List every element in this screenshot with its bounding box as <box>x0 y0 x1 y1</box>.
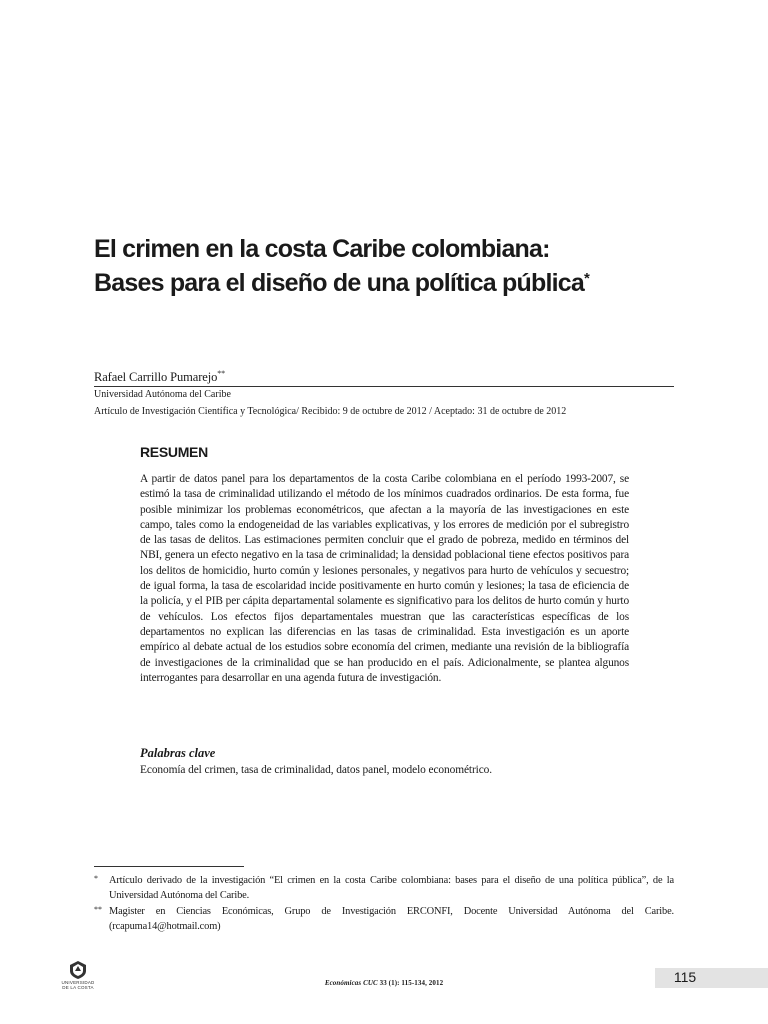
journal-name: Económicas CUC <box>324 979 378 987</box>
logo-text-line-1: UNIVERSIDAD <box>61 980 95 985</box>
footnote-1 <box>94 873 674 903</box>
title-line-1: El crimen en la costa Caribe colombiana: <box>94 235 550 263</box>
title-footnote-mark: * <box>583 270 590 287</box>
university-logo <box>56 960 100 992</box>
article-info: Artículo de Investigación Científica y Tecnológica/ Recibido: 9 de octubre de 2012 / Aceptado: 31 de octubre de 2012 <box>94 406 567 417</box>
footnote-divider <box>94 866 244 867</box>
keywords-heading: Palabras clave <box>140 746 216 760</box>
footnote-1-text: Artículo derivado de la investigación “El crimen en la costa Caribe colombiana: bases para el diseño de una política pública”, de la Universidad Autónoma del Caribe. <box>109 875 674 901</box>
journal-citation <box>0 979 768 987</box>
footnote-1-mark: * <box>94 874 98 883</box>
keywords-text: Economía del crimen, tasa de criminalidad, datos panel, modelo econométrico. <box>140 764 493 776</box>
university-shield-icon <box>68 960 88 980</box>
article-title <box>94 232 694 300</box>
author-name-text: Rafael Carrillo Pumarejo <box>94 370 218 385</box>
abstract-text: A partir de datos panel para los departamentos de la costa Caribe colombiana en el período 1993-2007, se estimó la tasa de criminalidad utilizando el método de los mínimos cuadrados ordinarios. De esta forma, fue posible minimizar los problemas econométricos, que afectan a la mayoría de las investigaciones en este campo, tales como la endogeneidad de las variables explicativas, y los errores de medición por el subregistro de las tasas de delitos. Las estimaciones permiten concluir que el grado de pobreza, medido en términos del NBI, genera un efecto negativo en la tasa de criminalidad; la densidad poblacional tiene efectos positivos para los delitos de homicidio, hurto común y lesiones personales, y negativos para hurto de vehículos y secuestro; de igual forma, la tasa de escolaridad incide positivamente en hurto común y lesiones; la tasa de eficiencia de la policía, y el PIB per cápita departamental solamente es significativo para los delitos de hurto común y hurto de vehículos. Los efectos fijos departamentales muestran que las características específicas de los departamentos no explican las diferencias en las tasas de criminalidad. Esta investigación es un aporte empírico al debate actual de los estudios sobre economía del crimen, mediante una revisión de la bibliografía de investigaciones de la criminalidad que se han producido en el país. Adicionalmente, se plantea algunos interrogantes para desarrollar en una agenda futura de investigación. <box>140 473 629 684</box>
footnote-2 <box>94 904 674 934</box>
footnote-2-mark: ** <box>94 905 102 914</box>
author-affiliation: Universidad Autónoma del Caribe <box>94 389 231 400</box>
page-number: 115 <box>673 969 697 985</box>
title-line-2: Bases para el diseño de una política pública <box>94 269 584 297</box>
abstract-heading: RESUMEN <box>140 444 208 460</box>
journal-issue: 33 (1): 115-134, 2012 <box>379 979 444 987</box>
author-divider <box>94 386 674 387</box>
author-footnote-mark: ** <box>217 369 226 378</box>
author-name <box>94 369 225 385</box>
page-number-tab <box>655 968 768 988</box>
footnote-2-text: Magister en Ciencias Económicas, Grupo de Investigación ERCONFI, Docente Universidad Autónoma del Caribe. (rcapuma14@hotmail.com) <box>109 906 674 932</box>
logo-text-line-2: DE LA COSTA <box>62 985 94 990</box>
